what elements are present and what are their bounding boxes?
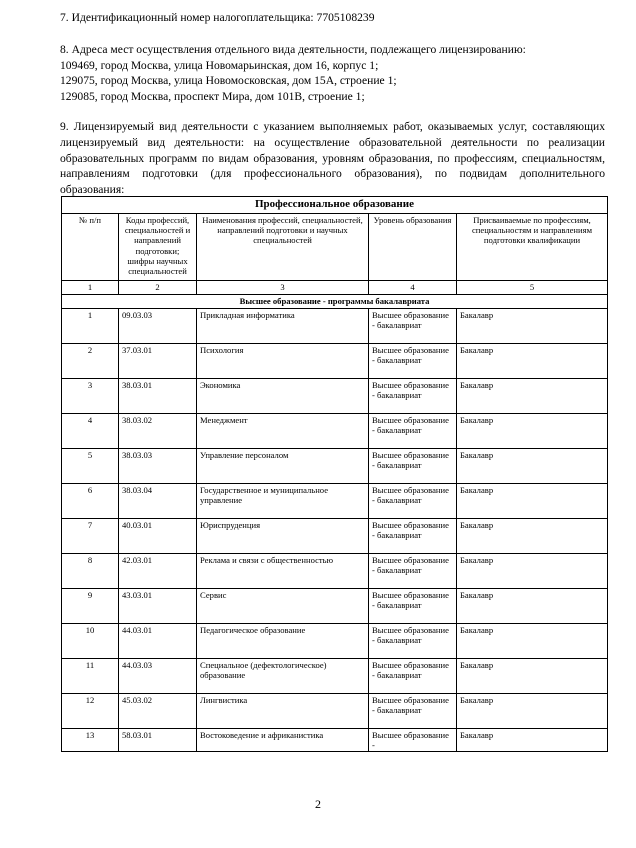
education-level: Высшее образование - (369, 729, 457, 752)
row-number: 5 (62, 449, 119, 484)
program-code: 38.03.02 (119, 414, 197, 449)
program-code: 38.03.01 (119, 379, 197, 414)
qualification: Бакалавр (457, 449, 608, 484)
table-header-row (62, 214, 608, 281)
program-code: 09.03.03 (119, 309, 197, 344)
program-name: Педагогическое образование (197, 624, 369, 659)
row-number: 8 (62, 554, 119, 589)
item-9-line: лицензируемый вид деятельности: на осуществление образовательной деятельности по реализации (60, 135, 605, 149)
section-row (62, 295, 608, 309)
education-level: Высшее образование - бакалавриат (369, 519, 457, 554)
column-number: 3 (197, 281, 369, 295)
table-row (62, 309, 608, 344)
table-row (62, 344, 608, 379)
row-number: 6 (62, 484, 119, 519)
header-level: Уровень образования (369, 214, 457, 281)
table-row (62, 659, 608, 694)
qualification: Бакалавр (457, 659, 608, 694)
section-title: Высшее образование - программы бакалавриата (62, 295, 608, 309)
table-row (62, 449, 608, 484)
column-number: 1 (62, 281, 119, 295)
program-code: 58.03.01 (119, 729, 197, 752)
program-name: Психология (197, 344, 369, 379)
program-code: 37.03.01 (119, 344, 197, 379)
education-programs-table (61, 196, 608, 752)
header-qualification: Присваиваемые по профессиям, специальностям и направлениям подготовки квалификации (457, 214, 608, 281)
page-number: 2 (315, 797, 321, 811)
address-line: 129075, город Москва, улица Новомосковская, дом 15А, строение 1; (60, 74, 397, 88)
qualification: Бакалавр (457, 344, 608, 379)
table-row (62, 624, 608, 659)
program-code: 43.03.01 (119, 589, 197, 624)
table-row (62, 589, 608, 624)
education-level: Высшее образование - бакалавриат (369, 414, 457, 449)
header-names: Наименования профессий, специальностей, направлений подготовки и научных специальностей (197, 214, 369, 281)
qualification: Бакалавр (457, 309, 608, 344)
education-level: Высшее образование - бакалавриат (369, 554, 457, 589)
row-number: 7 (62, 519, 119, 554)
program-code: 45.03.02 (119, 694, 197, 729)
row-number: 1 (62, 309, 119, 344)
program-code: 42.03.01 (119, 554, 197, 589)
table-title: Профессиональное образование (62, 197, 608, 214)
qualification: Бакалавр (457, 519, 608, 554)
program-code: 44.03.03 (119, 659, 197, 694)
item-7-text: 7. Идентификационный номер налогоплательщика: 7705108239 (60, 11, 375, 24)
qualification: Бакалавр (457, 484, 608, 519)
qualification: Бакалавр (457, 729, 608, 752)
column-number: 5 (457, 281, 608, 295)
program-name: Реклама и связи с общественностью (197, 554, 369, 589)
education-level: Высшее образование - бакалавриат (369, 309, 457, 344)
item-8-addresses (60, 42, 605, 104)
column-number: 4 (369, 281, 457, 295)
header-number: № п/п (62, 214, 119, 281)
table-row (62, 414, 608, 449)
row-number: 10 (62, 624, 119, 659)
item-9-line: образования: (60, 183, 125, 197)
program-name: Государственное и муниципальное управление (197, 484, 369, 519)
education-level: Высшее образование - бакалавриат (369, 344, 457, 379)
row-number: 4 (62, 414, 119, 449)
item-9-line: направлениям подготовки (для профессионального образования), по подвидам дополнительного (60, 167, 605, 181)
row-number: 11 (62, 659, 119, 694)
row-number: 3 (62, 379, 119, 414)
table-body (62, 309, 608, 752)
address-line: 109469, город Москва, улица Новомарьинская, дом 16, корпус 1; (60, 58, 379, 72)
program-code: 44.03.01 (119, 624, 197, 659)
qualification: Бакалавр (457, 379, 608, 414)
program-name: Юриспруденция (197, 519, 369, 554)
row-number: 9 (62, 589, 119, 624)
table-row (62, 554, 608, 589)
qualification: Бакалавр (457, 414, 608, 449)
education-level: Высшее образование - бакалавриат (369, 694, 457, 729)
qualification: Бакалавр (457, 694, 608, 729)
education-level: Высшее образование - бакалавриат (369, 379, 457, 414)
item-9-line: 9. Лицензируемый вид деятельности с указанием выполняемых работ, оказываемых услуг, составляющих (60, 120, 605, 133)
table-row (62, 694, 608, 729)
qualification: Бакалавр (457, 624, 608, 659)
row-number: 12 (62, 694, 119, 729)
program-code: 38.03.03 (119, 449, 197, 484)
row-number: 2 (62, 344, 119, 379)
education-level: Высшее образование - бакалавриат (369, 659, 457, 694)
program-code: 40.03.01 (119, 519, 197, 554)
table-row (62, 379, 608, 414)
item-9-line: образовательных программ по видам образования, уровням образования, по профессиям, специальностям, (60, 151, 605, 165)
row-number: 13 (62, 729, 119, 752)
item-9-activity (60, 119, 605, 198)
header-codes: Коды профессий, специальностей и направлений подготовки; шифры научных специальностей (119, 214, 197, 281)
column-number: 2 (119, 281, 197, 295)
program-name: Лингвистика (197, 694, 369, 729)
table-title-row (62, 197, 608, 214)
qualification: Бакалавр (457, 554, 608, 589)
education-level: Высшее образование - бакалавриат (369, 589, 457, 624)
program-name: Менеджмент (197, 414, 369, 449)
address-line: 129085, город Москва, проспект Мира, дом 101В, строение 1; (60, 89, 365, 103)
item-8-heading: 8. Адреса мест осуществления отдельного вида деятельности, подлежащего лицензированию: (60, 43, 526, 56)
education-level: Высшее образование - бакалавриат (369, 449, 457, 484)
program-name: Востоковедение и африканистика (197, 729, 369, 752)
column-number-row (62, 281, 608, 295)
program-name: Управление персоналом (197, 449, 369, 484)
program-name: Специальное (дефектологическое) образование (197, 659, 369, 694)
qualification: Бакалавр (457, 589, 608, 624)
program-code: 38.03.04 (119, 484, 197, 519)
table-row (62, 729, 608, 752)
program-name: Сервис (197, 589, 369, 624)
table-row (62, 519, 608, 554)
item-7-taxpayer-id (60, 10, 605, 26)
education-level: Высшее образование - бакалавриат (369, 624, 457, 659)
table-row (62, 484, 608, 519)
program-name: Экономика (197, 379, 369, 414)
education-level: Высшее образование - бакалавриат (369, 484, 457, 519)
program-name: Прикладная информатика (197, 309, 369, 344)
